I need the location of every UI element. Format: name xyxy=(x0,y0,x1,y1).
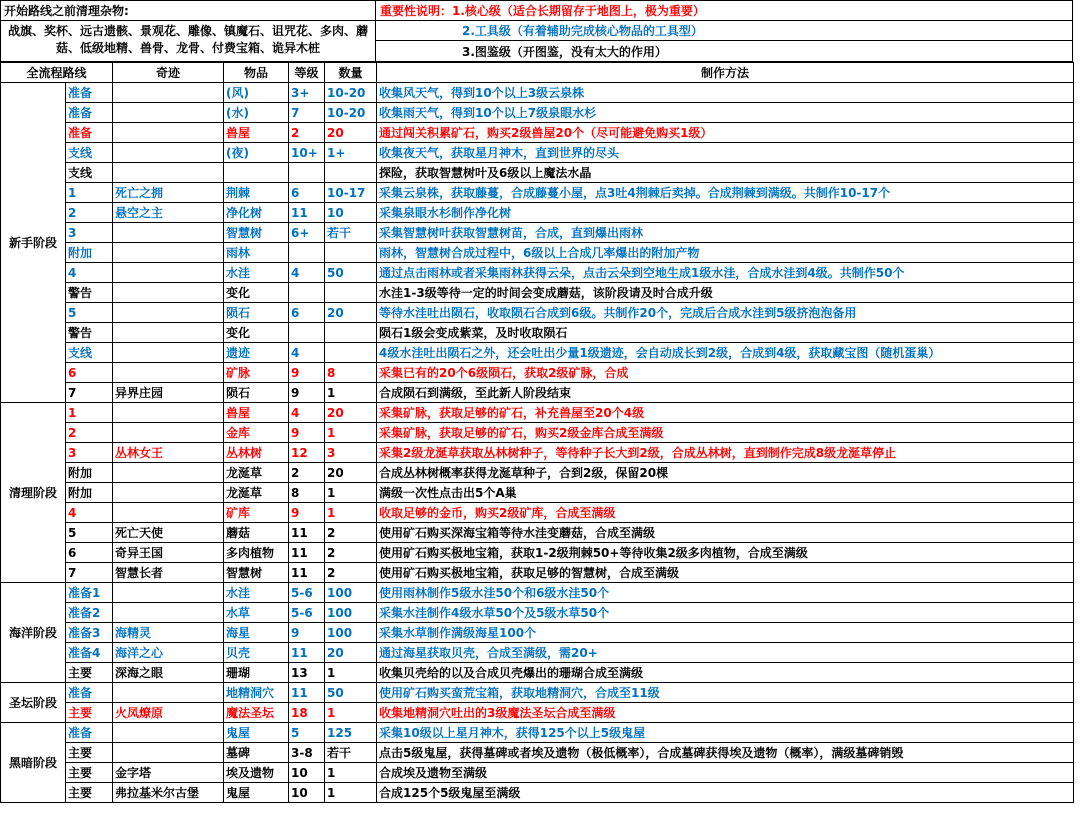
wonder-cell xyxy=(113,423,224,443)
item-cell: 多肉植物 xyxy=(224,543,289,563)
qty-cell: 1 xyxy=(325,423,377,443)
route-cell: 准备 xyxy=(66,723,113,743)
level-cell xyxy=(289,323,325,343)
table-row xyxy=(1,743,1074,763)
wonder-cell: 死亡天使 xyxy=(113,523,224,543)
item-cell: 兽屋 xyxy=(224,123,289,143)
level-cell: 3-8 xyxy=(289,743,325,763)
wonder-cell xyxy=(113,303,224,323)
col-header-route: 全流程路线 xyxy=(1,63,113,83)
item-cell: 遗迹 xyxy=(224,343,289,363)
level-cell: 2 xyxy=(289,463,325,483)
qty-cell: 1+ xyxy=(325,143,377,163)
stage-name: 海洋阶段 xyxy=(1,583,66,683)
table-row xyxy=(1,163,1074,183)
item-cell: 净化树 xyxy=(224,203,289,223)
route-cell: 2 xyxy=(66,423,113,443)
level-cell: 13 xyxy=(289,663,325,683)
item-cell: 珊瑚 xyxy=(224,663,289,683)
stage-name: 圣坛阶段 xyxy=(1,683,66,723)
route-cell: 准备1 xyxy=(66,583,113,603)
qty-cell xyxy=(325,163,377,183)
qty-cell: 2 xyxy=(325,563,377,583)
item-cell: 陨石 xyxy=(224,303,289,323)
item-cell: 鬼屋 xyxy=(224,723,289,743)
method-cell: 采集泉眼水杉制作净化树 xyxy=(377,203,1074,223)
wonder-cell xyxy=(113,223,224,243)
wonder-cell: 金字塔 xyxy=(113,763,224,783)
route-cell: 3 xyxy=(66,443,113,463)
wonder-cell: 死亡之拥 xyxy=(113,183,224,203)
wonder-cell xyxy=(113,123,224,143)
level-cell: 11 xyxy=(289,643,325,663)
stage-name: 清理阶段 xyxy=(1,403,66,583)
wonder-cell xyxy=(113,143,224,163)
level-cell: 3+ xyxy=(289,83,325,103)
level-cell: 6 xyxy=(289,183,325,203)
table-row xyxy=(1,443,1074,463)
item-cell: 龙涎草 xyxy=(224,463,289,483)
table-row xyxy=(1,783,1074,803)
method-cell: 采集已有的20个6级陨石，获取2级矿脉，合成 xyxy=(377,363,1074,383)
route-cell: 警告 xyxy=(66,323,113,343)
item-cell: 魔法圣坛 xyxy=(224,703,289,723)
route-cell: 支线 xyxy=(66,343,113,363)
level-cell: 9 xyxy=(289,383,325,403)
qty-cell: 8 xyxy=(325,363,377,383)
item-cell: 智慧树 xyxy=(224,223,289,243)
qty-cell: 50 xyxy=(325,263,377,283)
method-cell: 采集矿脉，获取足够的矿石，补充兽屋至20个4级 xyxy=(377,403,1074,423)
table-row xyxy=(1,123,1074,143)
legend-cell-2 xyxy=(375,20,1073,41)
level-cell: 12 xyxy=(289,443,325,463)
method-cell: 水洼1-3级等待一定的时间会变成蘑菇，该阶段请及时合成升级 xyxy=(377,283,1074,303)
route-cell: 7 xyxy=(66,563,113,583)
table-row xyxy=(1,603,1074,623)
qty-cell: 20 xyxy=(325,303,377,323)
level-cell: 10+ xyxy=(289,143,325,163)
route-cell: 准备 xyxy=(66,103,113,123)
item-cell: (水) xyxy=(224,103,289,123)
method-cell: 收取足够的金币，购买2级矿库，合成至满级 xyxy=(377,503,1074,523)
table-row xyxy=(1,403,1074,423)
method-cell: 通过闯关积累矿石，购买2级兽屋20个（尽可能避免购买1级） xyxy=(377,123,1074,143)
qty-cell: 1 xyxy=(325,503,377,523)
table-row xyxy=(1,203,1074,223)
table-row xyxy=(1,623,1074,643)
method-cell: 采集水洼制作4级水草50个及5级水草50个 xyxy=(377,603,1074,623)
level-cell: 18 xyxy=(289,703,325,723)
item-cell: 墓碑 xyxy=(224,743,289,763)
route-cell: 主要 xyxy=(66,703,113,723)
wonder-cell: 智慧长者 xyxy=(113,563,224,583)
table-row xyxy=(1,363,1074,383)
table-row xyxy=(1,323,1074,343)
method-cell: 陨石1级会变成紫菜，及时收取陨石 xyxy=(377,323,1074,343)
qty-cell: 若干 xyxy=(325,223,377,243)
item-cell: 雨林 xyxy=(224,243,289,263)
wonder-cell: 异界庄园 xyxy=(113,383,224,403)
wonder-cell: 海洋之心 xyxy=(113,643,224,663)
route-cell: 4 xyxy=(66,263,113,283)
qty-cell: 50 xyxy=(325,683,377,703)
item-cell: 水草 xyxy=(224,603,289,623)
wonder-cell: 火凤燎原 xyxy=(113,703,224,723)
item-cell: 荆棘 xyxy=(224,183,289,203)
method-cell: 收集地精洞穴吐出的3级魔法圣坛合成至满级 xyxy=(377,703,1074,723)
wonder-cell xyxy=(113,463,224,483)
wonder-cell xyxy=(113,343,224,363)
table-row xyxy=(1,383,1074,403)
table-row xyxy=(1,243,1074,263)
table-row xyxy=(1,83,1074,103)
method-cell: 采集水草制作满级海星100个 xyxy=(377,623,1074,643)
level-cell: 9 xyxy=(289,503,325,523)
level-cell: 4 xyxy=(289,343,325,363)
table-row xyxy=(1,343,1074,363)
wonder-cell: 奇异王国 xyxy=(113,543,224,563)
route-cell: 准备 xyxy=(66,683,113,703)
route-cell: 准备 xyxy=(66,83,113,103)
qty-cell xyxy=(325,283,377,303)
wonder-cell xyxy=(113,323,224,343)
method-cell: 收集贝壳给的以及合成贝壳爆出的珊瑚合成至满级 xyxy=(377,663,1074,683)
item-cell: 贝壳 xyxy=(224,643,289,663)
table-row xyxy=(1,503,1074,523)
method-cell: 采集矿脉，获取足够的矿石，购买2级金库合成至满级 xyxy=(377,423,1074,443)
item-cell: 埃及遗物 xyxy=(224,763,289,783)
route-cell: 6 xyxy=(66,363,113,383)
wonder-cell: 海精灵 xyxy=(113,623,224,643)
col-header-wonder: 奇迹 xyxy=(113,63,224,83)
wonder-cell xyxy=(113,363,224,383)
stage-name: 新手阶段 xyxy=(1,83,66,403)
route-cell: 1 xyxy=(66,183,113,203)
method-cell: 合成丛林树概率获得龙涎草种子，合到2级，保留20棵 xyxy=(377,463,1074,483)
item-cell: 陨石 xyxy=(224,383,289,403)
level-cell: 5-6 xyxy=(289,603,325,623)
route-cell: 准备2 xyxy=(66,603,113,623)
table-row xyxy=(1,303,1074,323)
legend-text-2: 2.工具级（有着辅助完成核心物品的工具型） xyxy=(462,24,703,38)
item-cell: 海星 xyxy=(224,623,289,643)
wonder-cell xyxy=(113,503,224,523)
route-cell: 准备3 xyxy=(66,623,113,643)
item-cell: 智慧树 xyxy=(224,563,289,583)
method-cell: 探险，获取智慧树叶及6级以上魔法水晶 xyxy=(377,163,1074,183)
level-cell: 4 xyxy=(289,403,325,423)
level-cell: 2 xyxy=(289,123,325,143)
item-cell: 水洼 xyxy=(224,263,289,283)
item-cell: 鬼屋 xyxy=(224,783,289,803)
item-cell: 龙涎草 xyxy=(224,483,289,503)
qty-cell: 100 xyxy=(325,583,377,603)
qty-cell: 10 xyxy=(325,203,377,223)
qty-cell: 10-17 xyxy=(325,183,377,203)
route-table xyxy=(0,62,1074,803)
item-cell: 矿脉 xyxy=(224,363,289,383)
route-cell: 主要 xyxy=(66,743,113,763)
qty-cell: 若干 xyxy=(325,743,377,763)
wonder-cell xyxy=(113,483,224,503)
table-row xyxy=(1,703,1074,723)
route-cell: 主要 xyxy=(66,783,113,803)
header-left-items: 战旗、奖杯、远古遗骸、景观花、雕像、镇魔石、诅咒花、多肉、蘑菇、低级地精、兽骨、龙骨、付费宝箱、诡异木桩 xyxy=(7,24,368,55)
qty-cell: 20 xyxy=(325,403,377,423)
method-cell: 收集夜天气，获取星月神木，直到世界的尽头 xyxy=(377,143,1074,163)
item-cell: 蘑菇 xyxy=(224,523,289,543)
qty-cell: 1 xyxy=(325,483,377,503)
wonder-cell: 丛林女王 xyxy=(113,443,224,463)
wonder-cell: 弗拉基米尔古堡 xyxy=(113,783,224,803)
method-cell: 雨林，智慧树合成过程中，6级以上合成几率爆出的附加产物 xyxy=(377,243,1074,263)
wonder-cell xyxy=(113,603,224,623)
table-row xyxy=(1,723,1074,743)
qty-cell: 20 xyxy=(325,463,377,483)
wonder-cell: 深海之眼 xyxy=(113,663,224,683)
route-cell: 7 xyxy=(66,383,113,403)
method-cell: 合成陨石到满级，至此新人阶段结束 xyxy=(377,383,1074,403)
route-cell: 准备 xyxy=(66,123,113,143)
wonder-cell xyxy=(113,243,224,263)
header-block xyxy=(0,0,1080,62)
item-cell: 兽屋 xyxy=(224,403,289,423)
method-cell: 4级水洼吐出陨石之外，还会吐出少量1级遗迹，会自动成长到2级，合成到4级，获取藏宝图（随机蛋巢） xyxy=(377,343,1074,363)
qty-cell: 100 xyxy=(325,603,377,623)
level-cell xyxy=(289,163,325,183)
item-cell: 金库 xyxy=(224,423,289,443)
route-cell: 5 xyxy=(66,523,113,543)
wonder-cell xyxy=(113,683,224,703)
header-left-items-cell xyxy=(0,20,376,62)
table-header-row xyxy=(1,63,1074,83)
level-cell: 6+ xyxy=(289,223,325,243)
wonder-cell xyxy=(113,283,224,303)
wonder-cell xyxy=(113,163,224,183)
level-cell: 11 xyxy=(289,523,325,543)
legend-text-1: 重要性说明：1.核心级（适合长期留存于地图上，极为重要） xyxy=(380,4,705,18)
level-cell xyxy=(289,243,325,263)
method-cell: 收集风天气，得到10个以上3级云泉株 xyxy=(377,83,1074,103)
qty-cell: 20 xyxy=(325,123,377,143)
item-cell: (夜) xyxy=(224,143,289,163)
table-row xyxy=(1,263,1074,283)
method-cell: 合成埃及遗物至满级 xyxy=(377,763,1074,783)
item-cell: 矿库 xyxy=(224,503,289,523)
method-cell: 采集智慧树叶获取智慧树苗，合成，直到爆出雨林 xyxy=(377,223,1074,243)
level-cell: 8 xyxy=(289,483,325,503)
level-cell: 5-6 xyxy=(289,583,325,603)
wonder-cell: 悬空之主 xyxy=(113,203,224,223)
item-cell: (风) xyxy=(224,83,289,103)
route-cell: 4 xyxy=(66,503,113,523)
route-cell: 5 xyxy=(66,303,113,323)
qty-cell: 10-20 xyxy=(325,103,377,123)
level-cell: 7 xyxy=(289,103,325,123)
method-cell: 满级一次性点击出5个A巢 xyxy=(377,483,1074,503)
wonder-cell xyxy=(113,583,224,603)
qty-cell xyxy=(325,323,377,343)
route-cell: 支线 xyxy=(66,163,113,183)
route-cell: 附加 xyxy=(66,463,113,483)
table-row xyxy=(1,763,1074,783)
item-cell: 变化 xyxy=(224,283,289,303)
route-cell: 附加 xyxy=(66,243,113,263)
level-cell: 4 xyxy=(289,263,325,283)
qty-cell: 100 xyxy=(325,623,377,643)
method-cell: 点击5级鬼屋，获得墓碑或者埃及遗物（极低概率），合成墓碑获得埃及遗物（概率），满级墓碑销毁 xyxy=(377,743,1074,763)
method-cell: 采集10级以上星月神木，获得125个以上5级鬼屋 xyxy=(377,723,1074,743)
wonder-cell xyxy=(113,103,224,123)
table-row xyxy=(1,143,1074,163)
wonder-cell xyxy=(113,723,224,743)
legend-cell-1 xyxy=(375,0,1073,21)
col-header-method: 制作方法 xyxy=(377,63,1074,83)
item-cell: 丛林树 xyxy=(224,443,289,463)
level-cell: 11 xyxy=(289,203,325,223)
col-header-level: 等级 xyxy=(289,63,325,83)
table-row xyxy=(1,103,1074,123)
table-row xyxy=(1,523,1074,543)
method-cell: 通过点击雨林或者采集雨林获得云朵，点击云朵到空地生成1级水洼，合成水洼到4级。共制作50个 xyxy=(377,263,1074,283)
level-cell: 11 xyxy=(289,543,325,563)
table-row xyxy=(1,463,1074,483)
col-header-item: 物品 xyxy=(224,63,289,83)
col-header-qty: 数量 xyxy=(325,63,377,83)
method-cell: 合成125个5级鬼屋至满级 xyxy=(377,783,1074,803)
wonder-cell xyxy=(113,403,224,423)
item-cell: 水洼 xyxy=(224,583,289,603)
route-cell: 准备4 xyxy=(66,643,113,663)
header-left-title-cell xyxy=(0,0,376,21)
level-cell: 5 xyxy=(289,723,325,743)
table-row xyxy=(1,183,1074,203)
route-cell: 警告 xyxy=(66,283,113,303)
level-cell: 9 xyxy=(289,623,325,643)
route-cell: 2 xyxy=(66,203,113,223)
stage-name: 黑暗阶段 xyxy=(1,723,66,803)
route-cell: 3 xyxy=(66,223,113,243)
route-cell: 附加 xyxy=(66,483,113,503)
route-cell: 主要 xyxy=(66,763,113,783)
table-row xyxy=(1,223,1074,243)
wonder-cell xyxy=(113,743,224,763)
qty-cell: 20 xyxy=(325,643,377,663)
method-cell: 使用矿石购买蛮荒宝箱，获取地精洞穴，合成至11级 xyxy=(377,683,1074,703)
qty-cell: 1 xyxy=(325,663,377,683)
method-cell: 使用矿石购买极地宝箱，获取1-2级荆棘50+等待收集2级多肉植物，合成至满级 xyxy=(377,543,1074,563)
route-cell: 支线 xyxy=(66,143,113,163)
table-row xyxy=(1,663,1074,683)
legend-text-3: 3.图鉴级（开图鉴，没有太大的作用） xyxy=(462,44,667,59)
table-row xyxy=(1,643,1074,663)
method-cell: 收集雨天气，得到10个以上7级泉眼水杉 xyxy=(377,103,1074,123)
table-row xyxy=(1,283,1074,303)
method-cell: 使用矿石购买极地宝箱，获取足够的智慧树，合成至满级 xyxy=(377,563,1074,583)
item-cell: 地精洞穴 xyxy=(224,683,289,703)
route-cell: 主要 xyxy=(66,663,113,683)
qty-cell xyxy=(325,343,377,363)
item-cell xyxy=(224,163,289,183)
table-row xyxy=(1,543,1074,563)
wonder-cell xyxy=(113,83,224,103)
method-cell: 使用矿石购买深海宝箱等待水洼变蘑菇，合成至满级 xyxy=(377,523,1074,543)
qty-cell: 10-20 xyxy=(325,83,377,103)
qty-cell: 3 xyxy=(325,443,377,463)
method-cell: 使用雨林制作5级水洼50个和6级水洼50个 xyxy=(377,583,1074,603)
qty-cell: 1 xyxy=(325,763,377,783)
route-cell: 1 xyxy=(66,403,113,423)
method-cell: 采集云泉株，获取藤蔓，合成藤蔓小屋，点3吐4荆棘后卖掉。合成荆棘到满级。共制作10-17个 xyxy=(377,183,1074,203)
table-row xyxy=(1,483,1074,503)
qty-cell: 125 xyxy=(325,723,377,743)
level-cell: 9 xyxy=(289,423,325,443)
level-cell: 11 xyxy=(289,563,325,583)
level-cell: 9 xyxy=(289,363,325,383)
table-row xyxy=(1,563,1074,583)
method-cell: 采集2级龙涎草获取丛林树种子，等待种子长大到2级，合成丛林树，直到制作完成8级龙涎草停止 xyxy=(377,443,1074,463)
qty-cell: 1 xyxy=(325,783,377,803)
level-cell: 11 xyxy=(289,683,325,703)
wonder-cell xyxy=(113,263,224,283)
qty-cell: 2 xyxy=(325,523,377,543)
header-left-title: 开始路线之前清理杂物: xyxy=(4,4,129,18)
qty-cell: 1 xyxy=(325,703,377,723)
level-cell: 10 xyxy=(289,763,325,783)
route-cell: 6 xyxy=(66,543,113,563)
table-row xyxy=(1,683,1074,703)
level-cell xyxy=(289,283,325,303)
item-cell: 变化 xyxy=(224,323,289,343)
qty-cell: 1 xyxy=(325,383,377,403)
qty-cell xyxy=(325,243,377,263)
qty-cell: 2 xyxy=(325,543,377,563)
method-cell: 通过海星获取贝壳，合成至满级，需20+ xyxy=(377,643,1074,663)
table-row xyxy=(1,423,1074,443)
table-row xyxy=(1,583,1074,603)
legend-cell-3 xyxy=(375,40,1073,62)
level-cell: 10 xyxy=(289,783,325,803)
level-cell: 6 xyxy=(289,303,325,323)
method-cell: 等待水洼吐出陨石，收取陨石合成到6级。共制作20个，完成后合成水洼到5级挤泡泡备用 xyxy=(377,303,1074,323)
